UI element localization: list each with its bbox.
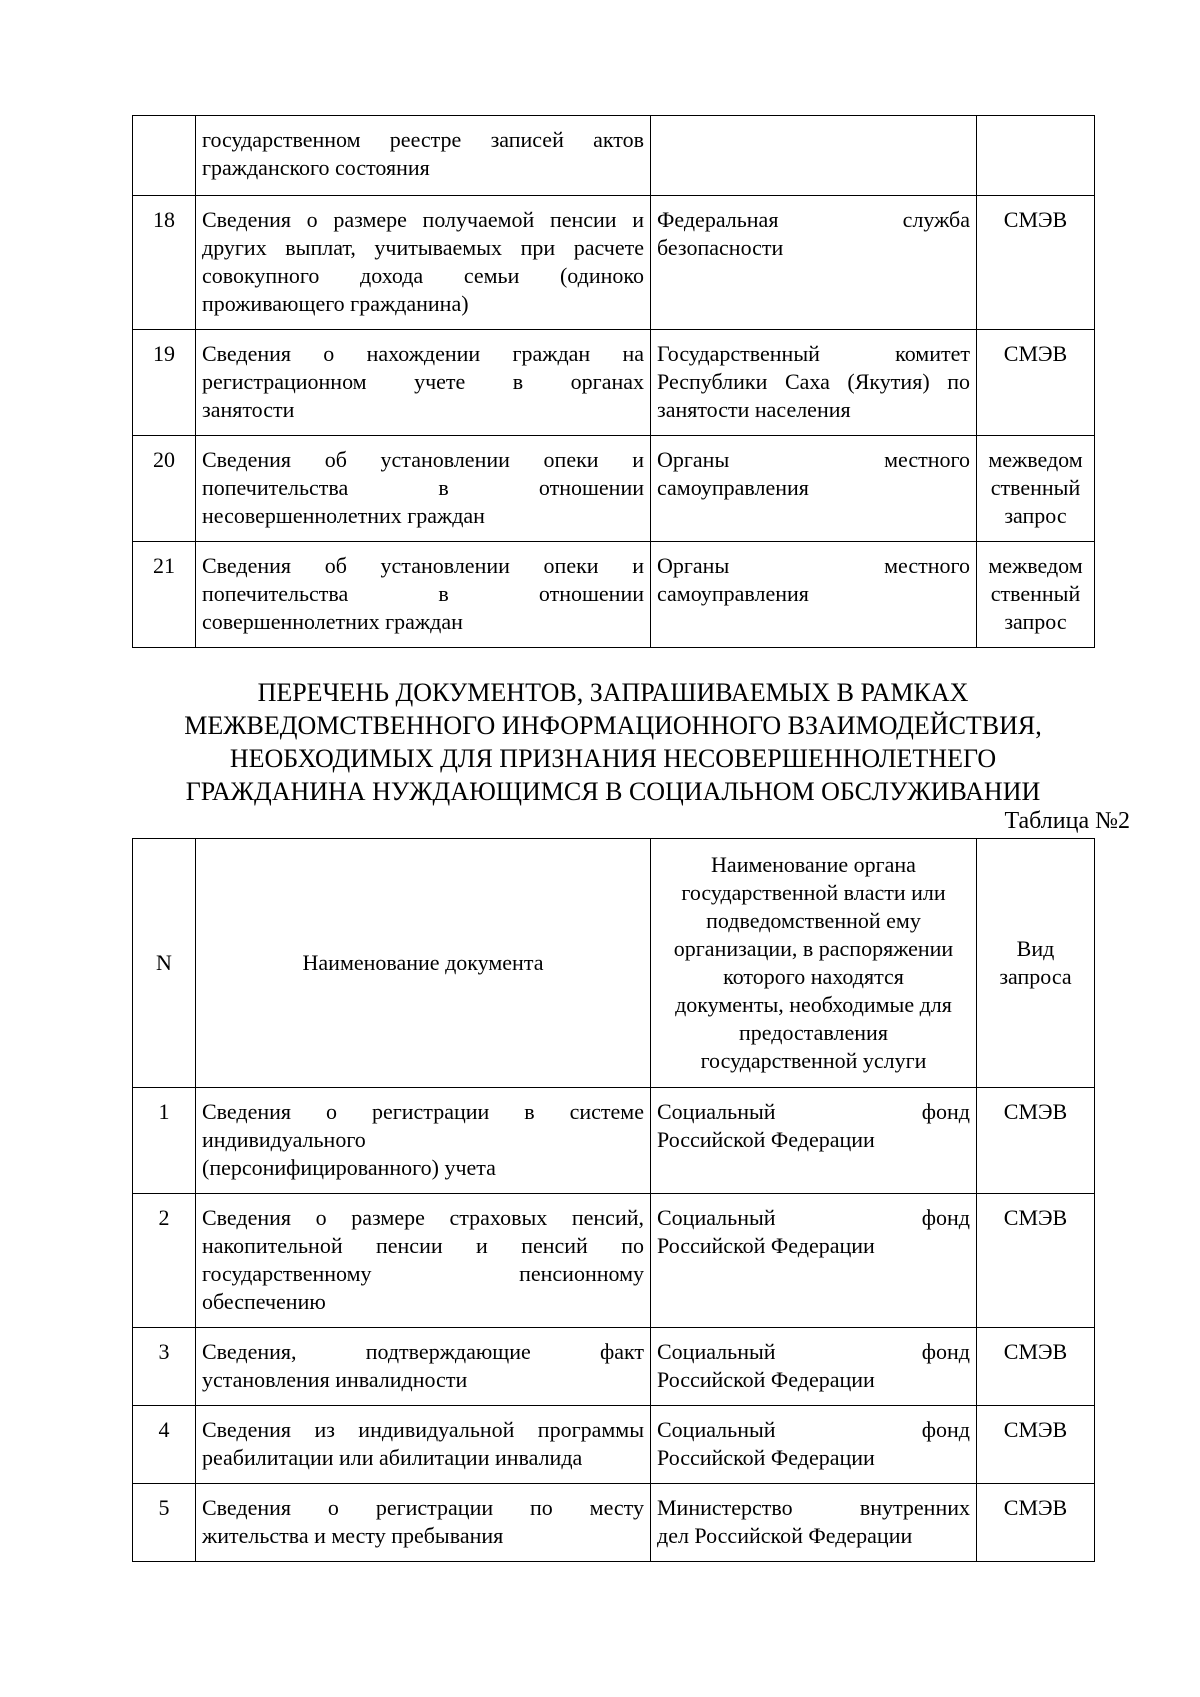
cell-line: самоуправления (657, 475, 809, 500)
row-number: 3 (133, 1328, 196, 1406)
cell-line: государственному пенсионному (202, 1261, 644, 1286)
cell-line: накопительной пенсии и пенсий по (202, 1233, 644, 1258)
request-kind (977, 196, 1095, 330)
cell-line: индивидуального (202, 1127, 366, 1152)
header-line: запроса (999, 964, 1072, 989)
request-kind (977, 1088, 1095, 1194)
header-line: Наименование органа (711, 852, 916, 877)
row-number: 5 (133, 1484, 196, 1562)
cell-line: СМЭВ (1003, 207, 1068, 232)
organization-name (651, 1088, 977, 1194)
request-kind (977, 1328, 1095, 1406)
document-name (196, 1328, 651, 1406)
organization-name (651, 1406, 977, 1484)
request-kind (977, 542, 1095, 648)
organization-name (651, 330, 977, 436)
cell-line: межведом (988, 447, 1083, 472)
request-kind (977, 330, 1095, 436)
row-number: 19 (133, 330, 196, 436)
row-number: 21 (133, 542, 196, 648)
cell-line: Сведения о размере получаемой пенсии и (202, 207, 644, 232)
document-name (196, 1088, 651, 1194)
cell-line: совершеннолетних граждан (202, 609, 463, 634)
cell-line: Социальный фонд (657, 1205, 970, 1230)
header-line: подведомственной ему (706, 908, 921, 933)
cell-line: Сведения о нахождении граждан на (202, 341, 644, 366)
documents-table (132, 838, 1095, 1562)
table-row (133, 330, 1095, 436)
cell-line: Федеральная служба (657, 207, 970, 232)
cell-line: ственный (990, 581, 1081, 606)
table-row (133, 1328, 1095, 1406)
header-line: государственной власти или (681, 880, 946, 905)
table-row (133, 1194, 1095, 1328)
table-row (133, 1484, 1095, 1562)
cell-line: занятости (202, 397, 295, 422)
cell-line: установления инвалидности (202, 1367, 468, 1392)
cell-line: СМЭВ (1003, 1339, 1068, 1364)
cell-line: Органы местного (657, 553, 970, 578)
cell-line: Сведения о регистрации по месту (202, 1495, 644, 1520)
cell-line: реабилитации или абилитации инвалида (202, 1445, 583, 1470)
request-kind (977, 1484, 1095, 1562)
cell-line: СМЭВ (1003, 1205, 1068, 1230)
cell-line: Сведения из индивидуальной программы (202, 1417, 644, 1442)
table-row (133, 196, 1095, 330)
organization-name (651, 436, 977, 542)
cell-line: Республики Саха (Якутия) по (657, 369, 970, 394)
table2-body (133, 1088, 1095, 1562)
header-line: организации, в распоряжении (673, 936, 954, 961)
cell-line: занятости населения (657, 397, 851, 422)
heading-line: НЕОБХОДИМЫХ ДЛЯ ПРИЗНАНИЯ НЕСОВЕРШЕННОЛЕТНЕГО (229, 744, 997, 773)
header-line: которого находятся (723, 964, 904, 989)
row-number: 1 (133, 1088, 196, 1194)
header-line: государственной услуги (700, 1048, 927, 1073)
cell-line: Российской Федерации (657, 1127, 875, 1152)
request-kind (977, 436, 1095, 542)
header-line: Вид (1016, 936, 1055, 961)
header-organization (651, 839, 977, 1088)
header-request-kind (977, 839, 1095, 1088)
organization-name (651, 542, 977, 648)
document-name (196, 436, 651, 542)
cell-line: попечительства в отношении (202, 475, 644, 500)
document-name (196, 1194, 651, 1328)
organization-name (651, 1328, 977, 1406)
cell-line: регистрационном учете в органах (202, 369, 644, 394)
request-kind (977, 1406, 1095, 1484)
services-table-continued (132, 115, 1095, 648)
cell-line: обеспечению (202, 1289, 326, 1314)
cell-line: Сведения, подтверждающие факт (202, 1339, 644, 1364)
cell-line: Органы местного (657, 447, 970, 472)
header-line: документы, необходимые для (675, 992, 952, 1017)
cell-line: межведом (988, 553, 1083, 578)
cell-line: запрос (1004, 609, 1067, 634)
row-number: 18 (133, 196, 196, 330)
cell-line: (персонифицированного) учета (202, 1155, 496, 1180)
table-header-row (133, 839, 1095, 1088)
table-row (133, 436, 1095, 542)
organization-name (651, 1484, 977, 1562)
cell-line: Российской Федерации (657, 1445, 875, 1470)
cell-line: СМЭВ (1003, 1099, 1068, 1124)
table-number-label: Таблица №2 (1004, 808, 1130, 834)
cell-line: Сведения об установлении опеки и (202, 553, 644, 578)
document-name (196, 1406, 651, 1484)
cell-line: Российской Федерации (657, 1367, 875, 1392)
cell-line: проживающего гражданина) (202, 291, 469, 316)
cell-line: СМЭВ (1003, 1495, 1068, 1520)
row-number: 20 (133, 436, 196, 542)
cell-line: Государственный комитет (657, 341, 970, 366)
cell-line: запрос (1004, 503, 1067, 528)
cell-line: несовершеннолетних граждан (202, 503, 485, 528)
request-kind (977, 1194, 1095, 1328)
table-row (133, 1088, 1095, 1194)
heading-line: ГРАЖДАНИНА НУЖДАЮЩИМСЯ В СОЦИАЛЬНОМ ОБСЛУЖИВАНИИ (185, 777, 1041, 806)
request-kind (977, 116, 1095, 196)
table1-body (133, 116, 1095, 648)
organization-name (651, 1194, 977, 1328)
document-name (196, 542, 651, 648)
cell-line: Министерство внутренних (657, 1495, 970, 1520)
cell-line: Российской Федерации (657, 1233, 875, 1258)
cell-line: жительства и месту пребывания (202, 1523, 504, 1548)
cell-line: СМЭВ (1003, 341, 1068, 366)
cell-line: Сведения о размере страховых пенсий, (202, 1205, 644, 1230)
cell-line: попечительства в отношении (202, 581, 644, 606)
section-heading (132, 676, 1094, 808)
document-name (196, 1484, 651, 1562)
cell-line: Социальный фонд (657, 1099, 970, 1124)
cell-line: безопасности (657, 235, 784, 260)
cell-line: Социальный фонд (657, 1339, 970, 1364)
row-number (133, 116, 196, 196)
heading-line: МЕЖВЕДОМСТВЕННОГО ИНФОРМАЦИОННОГО ВЗАИМОДЕЙСТВИЯ, (184, 711, 1042, 740)
cell-line: СМЭВ (1003, 1417, 1068, 1442)
header-num: N (133, 839, 196, 1088)
table-row (133, 116, 1095, 196)
table-row (133, 1406, 1095, 1484)
organization-name (651, 116, 977, 196)
header-document-name: Наименование документа (196, 839, 651, 1088)
cell-line: ственный (990, 475, 1081, 500)
organization-name (651, 196, 977, 330)
heading-line: ПЕРЕЧЕНЬ ДОКУМЕНТОВ, ЗАПРАШИВАЕМЫХ В РАМКАХ (257, 678, 969, 707)
cell-line: совокупного дохода семьи (одиноко (202, 263, 644, 288)
cell-line: других выплат, учитываемых при расчете (202, 235, 644, 260)
cell-line: Социальный фонд (657, 1417, 970, 1442)
row-number: 4 (133, 1406, 196, 1484)
cell-line: Сведения о регистрации в системе (202, 1099, 644, 1124)
document-name (196, 116, 651, 196)
cell-line: Сведения об установлении опеки и (202, 447, 644, 472)
row-number: 2 (133, 1194, 196, 1328)
cell-line: самоуправления (657, 581, 809, 606)
header-line: предоставления (739, 1020, 888, 1045)
cell-line: гражданского состояния (202, 155, 430, 180)
document-name (196, 196, 651, 330)
table-row (133, 542, 1095, 648)
document-name (196, 330, 651, 436)
cell-line: дел Российской Федерации (657, 1523, 913, 1548)
cell-line: государственном реестре записей актов (202, 127, 644, 152)
